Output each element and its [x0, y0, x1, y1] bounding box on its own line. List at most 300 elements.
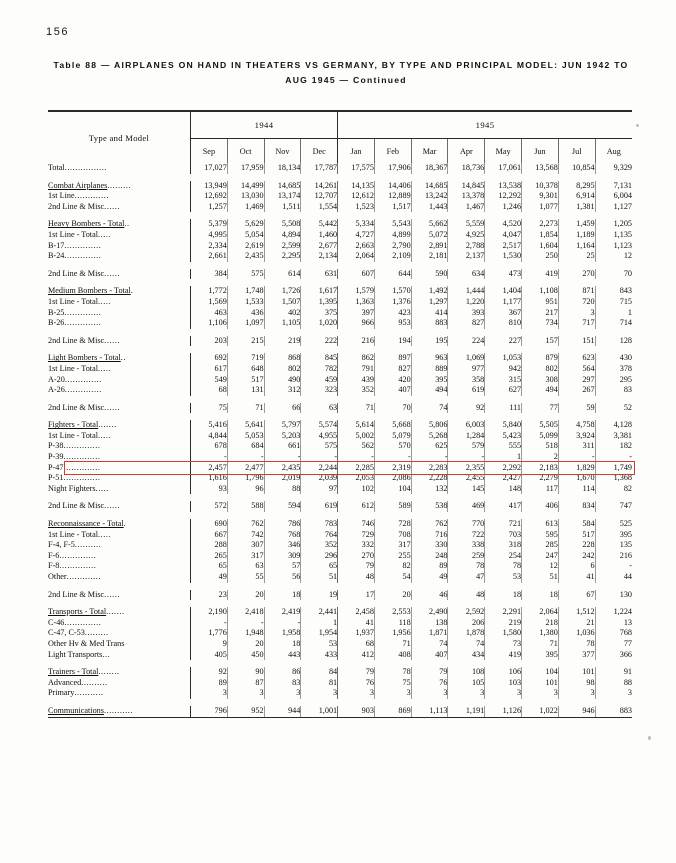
table-cell: 2,134: [301, 251, 338, 262]
table-cell: 1,135: [613, 229, 632, 239]
table-cell: 138: [411, 618, 448, 629]
table-cell: 1: [485, 452, 522, 463]
table-cell: 952: [227, 706, 264, 717]
table-cell: 18,134: [264, 163, 301, 174]
table-cell: 2,283: [411, 463, 448, 474]
table-cell: 845: [301, 353, 338, 364]
table-cell: 575: [301, 441, 338, 452]
table-cell: 71: [522, 639, 559, 650]
table-cell: 1,871: [411, 628, 448, 639]
row-label: [48, 251, 191, 262]
table-cell: 79: [338, 667, 375, 678]
table-cell: 89: [411, 561, 448, 572]
table-cell: 746: [338, 519, 375, 530]
table-cell: 1,507: [264, 297, 301, 308]
table-cell: 10,854: [558, 163, 595, 174]
table-cell: 944: [264, 706, 301, 717]
row-label-leader-dots: ......: [104, 501, 121, 511]
table-cell: 151: [558, 336, 595, 347]
table-cell: 13,242: [411, 191, 448, 202]
table-cell: 1,220: [448, 297, 485, 308]
table-cell: 247: [522, 551, 559, 562]
row-label-leader-dots: .....: [97, 363, 112, 373]
table-cell: 517: [227, 375, 264, 386]
table-cell: 18: [264, 590, 301, 601]
table-cell: 3: [264, 688, 301, 699]
table-cell: 71: [338, 403, 375, 414]
table-cell: 3: [338, 688, 375, 699]
row-label-text: 1st Line - Total: [48, 296, 98, 306]
table-cell: 420: [374, 375, 411, 386]
row-label-text: Combat Airplanes: [48, 180, 108, 190]
table-cell: 75: [374, 678, 411, 689]
row-label: [48, 530, 191, 541]
table-cell: 74: [411, 403, 448, 414]
table-cell: 1,224: [613, 607, 632, 617]
table-cell: 4,995: [191, 230, 228, 241]
table-cell: 317: [227, 551, 264, 562]
table-cell: 1,748: [227, 286, 264, 297]
row-label-text: Other Hv & Med Trans: [48, 638, 125, 648]
table-cell: 12,707: [301, 191, 338, 202]
row-label-text: Total: [48, 163, 65, 172]
table-title-line-1: Table 88 — AIRPLANES ON HAND IN THEATERS VS GERMANY, BY TYPE AND PRINCIPAL MODEL: JUN 1942 TO: [53, 60, 629, 70]
table-cell: 614: [264, 269, 301, 280]
table-cell: 227: [485, 336, 522, 347]
table-cell: 219: [264, 336, 301, 347]
table-cell: 323: [301, 385, 338, 396]
row-label-text: 2nd Line & Misc: [48, 589, 105, 599]
row-label-leader-dots: ................: [64, 163, 108, 172]
table-cell: 517: [558, 530, 595, 541]
row-spacer-cell: [48, 494, 632, 501]
row-label: [48, 163, 191, 174]
table-cell: 288: [191, 540, 228, 551]
table-cell: 17,061: [485, 163, 522, 174]
table-cell: 463: [191, 308, 228, 319]
table-cell: 10,378: [522, 181, 559, 192]
table-cell: 41: [558, 572, 595, 583]
table-cell: 3: [558, 688, 595, 699]
table-cell: 6,003: [448, 420, 485, 431]
row-label-text: 1st Line - Total: [48, 229, 98, 239]
table-cell: 91: [623, 667, 632, 677]
row-label-text: Communications: [48, 705, 104, 715]
table-cell: 7,131: [613, 180, 632, 190]
table-cell: 14,499: [227, 181, 264, 192]
table-cell: 14,135: [338, 181, 375, 192]
table-cell: 2,039: [301, 473, 338, 484]
table-cell: 2,019: [264, 473, 301, 484]
table-cell: 145: [448, 484, 485, 495]
table-cell: 5,334: [338, 219, 375, 230]
table-cell: 1: [627, 307, 632, 317]
row-label-leader-dots: ......: [104, 268, 121, 278]
row-label-leader-dots: .....: [95, 483, 109, 493]
table-cell: 612: [338, 501, 375, 512]
row-label-leader-dots: .........: [107, 180, 132, 190]
column-header-jun: Jun: [522, 139, 559, 164]
page-number: 156: [46, 26, 70, 38]
table-cell: 862: [338, 353, 375, 364]
table-cell: 1,022: [522, 706, 559, 717]
table-cell: 966: [338, 318, 375, 329]
table-cell: 51: [301, 572, 338, 583]
row-label: [48, 572, 191, 583]
table-cell: 25: [558, 251, 595, 262]
table-cell: 2,661: [191, 251, 228, 262]
table-cell: 215: [227, 336, 264, 347]
table-cell: 405: [191, 650, 228, 661]
table-cell: 963: [411, 353, 448, 364]
table-cell: 883: [411, 318, 448, 329]
row-spacer-cell: [48, 329, 632, 336]
row-label: [48, 639, 191, 650]
table-cell: -: [411, 452, 448, 463]
table-cell: 148: [485, 484, 522, 495]
table-cell: 2,291: [485, 607, 522, 618]
table-cell: 2,457: [191, 463, 228, 474]
table-cell: 84: [301, 667, 338, 678]
table-cell: -: [374, 452, 411, 463]
table-cell: 2,334: [191, 241, 228, 252]
table-row: [48, 318, 632, 329]
row-label-leader-dots: .....: [97, 296, 112, 306]
table-cell: 101: [558, 667, 595, 678]
row-label-text: C-46: [48, 617, 65, 627]
row-spacer: [48, 346, 632, 353]
table-cell: 395: [411, 375, 448, 386]
row-label: [48, 667, 191, 678]
row-label: [48, 706, 191, 717]
table-cell: 88: [264, 484, 301, 495]
table-cell: 1,604: [522, 241, 559, 252]
table-cell: 728: [374, 519, 411, 530]
table-row: [48, 551, 632, 562]
table-cell: 588: [227, 501, 264, 512]
table-row: [48, 607, 632, 618]
table-row: [48, 628, 632, 639]
row-spacer: [48, 494, 632, 501]
table-cell: 564: [558, 364, 595, 375]
row-label: [48, 191, 191, 202]
table-cell: 9,301: [522, 191, 559, 202]
row-label-leader-dots: ..........: [74, 540, 102, 550]
table-cell: 248: [411, 551, 448, 562]
row-label-text: Night Fighters: [48, 483, 96, 493]
row-label-leader-dots: ..............: [64, 385, 102, 395]
table-cell: 194: [374, 336, 411, 347]
table-cell: 903: [338, 706, 375, 717]
table-row: [48, 667, 632, 678]
table-cell: 2,677: [301, 241, 338, 252]
table-cell: 12,889: [374, 191, 411, 202]
row-label-leader-dots: ..............: [64, 318, 102, 328]
table-cell: 17,575: [338, 163, 375, 174]
table-cell: -: [264, 452, 301, 463]
table-cell: 1,001: [301, 706, 338, 717]
row-label-leader-dots: .: [130, 286, 134, 296]
table-cell: 79: [411, 667, 448, 678]
table-cell: 834: [558, 501, 595, 512]
table-cell: 430: [619, 353, 632, 363]
table-cell: 265: [191, 551, 228, 562]
table-cell: 1,954: [301, 628, 338, 639]
table-cell: 768: [264, 530, 301, 541]
row-label-text: 1st Line - Total: [48, 529, 98, 539]
table-cell: 108: [448, 667, 485, 678]
table-cell: 1,036: [558, 628, 595, 639]
table-cell: 953: [374, 318, 411, 329]
table-cell: 977: [448, 364, 485, 375]
table-cell: 5,268: [411, 431, 448, 442]
table-cell: -: [338, 452, 375, 463]
table-cell: 65: [191, 561, 228, 572]
row-label-leader-dots: ..........: [81, 677, 108, 687]
table-cell: 49: [191, 572, 228, 583]
table-cell: 17,787: [301, 163, 338, 174]
row-label: [48, 501, 191, 512]
table-cell: -: [264, 618, 301, 629]
table-cell: 1,726: [264, 286, 301, 297]
table-cell: 102: [338, 484, 375, 495]
table-cell: 3: [411, 688, 448, 699]
table-cell: 1,368: [613, 473, 632, 483]
table-cell: 459: [301, 375, 338, 386]
row-spacer: [48, 174, 632, 181]
table-cell: 2,319: [374, 463, 411, 474]
table-cell: 14,685: [411, 181, 448, 192]
table-cell: 1,459: [558, 219, 595, 230]
table-cell: 1,512: [558, 607, 595, 618]
table-cell: 2,619: [227, 241, 264, 252]
column-header-dec: Dec: [301, 139, 338, 164]
table-cell: 5,559: [448, 219, 485, 230]
table-cell: 3: [485, 688, 522, 699]
table-cell: 71: [374, 639, 411, 650]
table-cell: 9: [191, 639, 228, 650]
table-cell: 270: [338, 551, 375, 562]
row-label: [48, 403, 191, 414]
table-row: [48, 364, 632, 375]
table-row: [48, 202, 632, 213]
table-cell: 1,443: [411, 202, 448, 213]
table-cell: 78: [485, 561, 522, 572]
table-cell: 1,297: [411, 297, 448, 308]
table-row: [48, 286, 632, 297]
row-label-text: 1st Line: [48, 191, 75, 201]
table-cell: 1,106: [191, 318, 228, 329]
row-label-leader-dots: ..............: [59, 550, 97, 560]
table-cell: 1,127: [613, 201, 632, 211]
table-row: [48, 441, 632, 452]
table-cell: 2,441: [301, 607, 338, 618]
table-cell: 796: [191, 706, 228, 717]
table-cell: 1,444: [448, 286, 485, 297]
table-cell: 217: [522, 308, 559, 319]
table-cell: 5,072: [411, 230, 448, 241]
table-row: [48, 540, 632, 551]
table-cell: 2,435: [227, 251, 264, 262]
table-title-line-2: AUG 1945 — Continued: [285, 75, 407, 85]
table-cell: 1,177: [485, 297, 522, 308]
table-cell: 802: [264, 364, 301, 375]
table-cell: 549: [191, 375, 228, 386]
row-label-leader-dots: ..............: [63, 462, 101, 472]
row-label-text: Medium Bombers - Total: [48, 286, 131, 296]
table-cell: 3: [191, 688, 228, 699]
row-label-text: Primary: [48, 688, 75, 698]
table-cell: 2,788: [448, 241, 485, 252]
column-header-oct: Oct: [227, 139, 264, 164]
table-cell: 719: [227, 353, 264, 364]
row-label: [48, 650, 191, 661]
table-cell: 295: [619, 374, 632, 384]
row-label: [48, 420, 191, 431]
table-cell: 5,002: [338, 431, 375, 442]
row-label: [48, 297, 191, 308]
table-cell: 555: [485, 441, 522, 452]
row-label-text: 2nd Line & Misc: [48, 335, 105, 345]
table-cell: -: [301, 452, 338, 463]
row-label-leader-dots: ..............: [63, 473, 101, 483]
row-label: [48, 519, 191, 530]
table-cell: 419: [522, 269, 559, 280]
column-header-aug: Aug: [606, 146, 621, 156]
row-label: [48, 181, 191, 192]
table-cell: 2,455: [448, 473, 485, 484]
table-cell: 267: [558, 385, 595, 396]
row-label: [48, 540, 191, 551]
table-cell: 3: [301, 688, 338, 699]
table-cell: 54: [374, 572, 411, 583]
row-label: [48, 590, 191, 601]
table-cell: 1,123: [613, 240, 632, 250]
table-cell: 439: [338, 375, 375, 386]
table-cell: 222: [301, 336, 338, 347]
table-cell: 1,749: [613, 462, 632, 472]
table-cell: 12,692: [191, 191, 228, 202]
table-cell: 742: [227, 530, 264, 541]
table-cell: 729: [338, 530, 375, 541]
table-cell: 5,099: [522, 431, 559, 442]
row-label-text: F-4, F-5: [48, 540, 75, 550]
table-row: [48, 385, 632, 396]
row-label-text: P-47: [48, 462, 64, 472]
table-cell: 76: [411, 678, 448, 689]
table-cell: 21: [558, 618, 595, 629]
table-cell: 423: [374, 308, 411, 319]
table-row: [48, 163, 632, 174]
table-cell: 827: [448, 318, 485, 329]
table-cell: 5,629: [227, 219, 264, 230]
table-row: [48, 308, 632, 319]
row-label-leader-dots: ..: [124, 219, 130, 229]
table-cell: 101: [522, 678, 559, 689]
table-row: [48, 191, 632, 202]
table-cell: 1,958: [264, 628, 301, 639]
table-cell: 92: [448, 403, 485, 414]
table-cell: 18: [264, 639, 301, 650]
table-cell: -: [227, 452, 264, 463]
row-label: [48, 628, 191, 639]
table-row: [48, 452, 632, 463]
table-cell: 132: [411, 484, 448, 495]
table-cell: 18: [522, 590, 559, 601]
table-cell: 203: [191, 336, 228, 347]
table-cell: 5,614: [338, 420, 375, 431]
table-cell: 3: [374, 688, 411, 699]
table-cell: 3: [522, 688, 559, 699]
row-spacer: [48, 212, 632, 219]
table-cell: 3: [227, 688, 264, 699]
table-cell: 14,685: [264, 181, 301, 192]
table-cell: 297: [558, 375, 595, 386]
table-cell: 871: [558, 286, 595, 297]
row-spacer-cell: [48, 583, 632, 590]
table-cell: 4,899: [374, 230, 411, 241]
table-cell: 631: [301, 269, 338, 280]
table-cell: 1,948: [227, 628, 264, 639]
row-label-leader-dots: ......: [104, 335, 121, 345]
row-spacer: [48, 279, 632, 286]
table-cell: 595: [522, 530, 559, 541]
table-cell: 570: [374, 441, 411, 452]
table-cell: 1,380: [522, 628, 559, 639]
table-cell: 619: [301, 501, 338, 512]
row-label-text: F-8: [48, 561, 60, 571]
row-label-text: 2nd Line & Misc: [48, 201, 105, 211]
table-cell: 4,844: [191, 431, 228, 442]
table-cell: 5,423: [485, 431, 522, 442]
table-cell: 13,030: [227, 191, 264, 202]
row-label: [48, 286, 191, 297]
row-label-text: Trainers - Total: [48, 667, 99, 677]
table-cell: 216: [338, 336, 375, 347]
column-header-may: May: [485, 139, 522, 164]
table-cell: 590: [411, 269, 448, 280]
row-label-leader-dots: ..............: [63, 452, 101, 462]
table-row: [48, 431, 632, 442]
table-cell: 879: [522, 353, 559, 364]
table-cell: 70: [623, 268, 632, 278]
scan-speck: [648, 736, 651, 740]
table-cell: 311: [558, 441, 595, 452]
table-cell: 1,284: [448, 431, 485, 442]
table-cell: 74: [448, 639, 485, 650]
table-cell: 114: [558, 484, 595, 495]
table-cell: 3: [627, 688, 632, 698]
table-row: [48, 590, 632, 601]
table-cell: 407: [411, 650, 448, 661]
table-cell: 716: [411, 530, 448, 541]
table-cell: 395: [619, 529, 632, 539]
table-cell: 1,469: [227, 202, 264, 213]
table-cell: 450: [227, 650, 264, 661]
table-cell: 111: [485, 403, 522, 414]
table-cell: 1,511: [264, 202, 301, 213]
table-cell: 1,097: [227, 318, 264, 329]
table-cell: 703: [485, 530, 522, 541]
table-cell: 644: [374, 269, 411, 280]
table-cell: 1,772: [191, 286, 228, 297]
table-cell: 6: [558, 561, 595, 572]
table-cell: 4,925: [448, 230, 485, 241]
column-header-sep: Sep: [191, 139, 228, 164]
table-cell: 1,776: [191, 628, 228, 639]
table-cell: 2,137: [448, 251, 485, 262]
table-cell: 5,543: [374, 219, 411, 230]
